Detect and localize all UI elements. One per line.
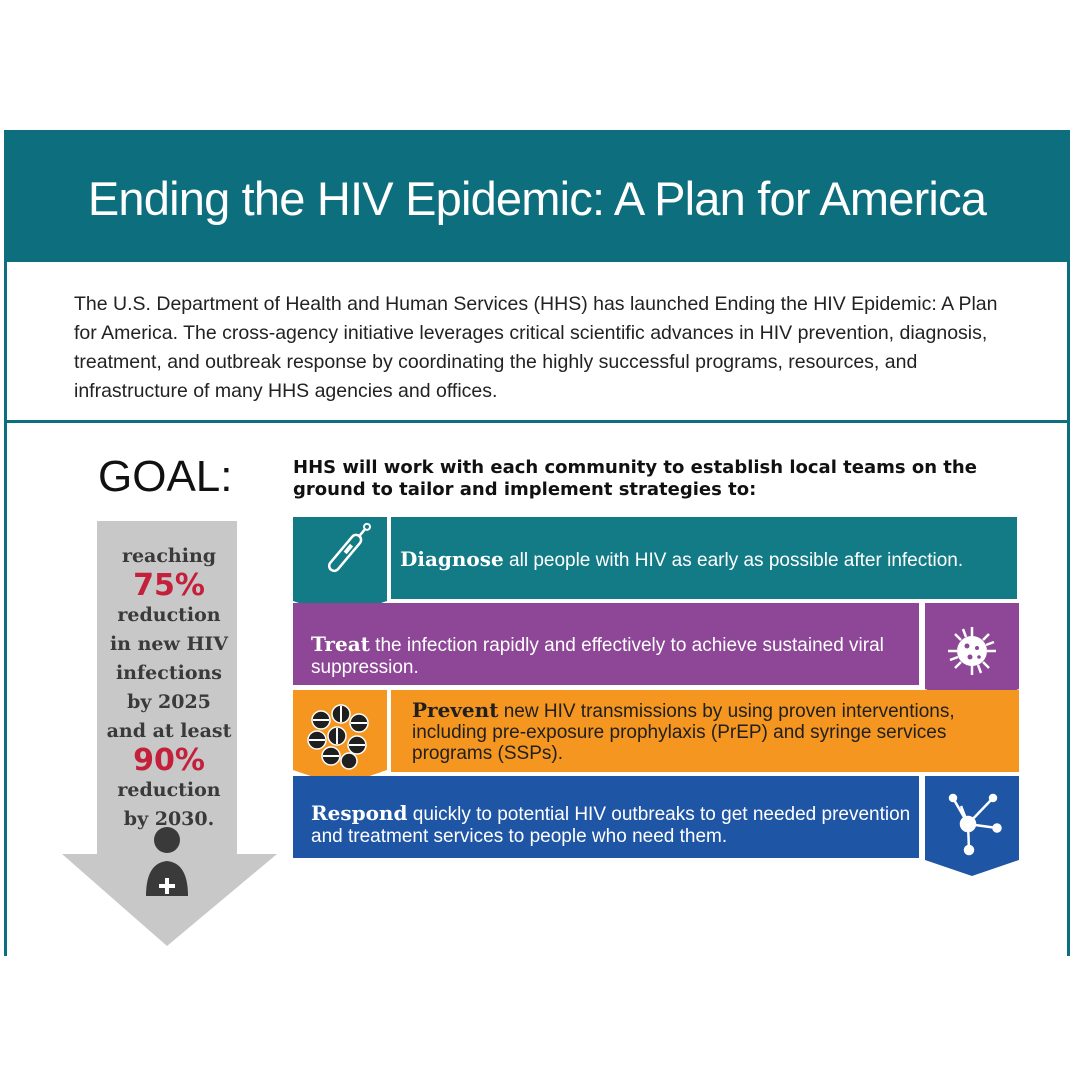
strategy-keyword: Respond xyxy=(311,801,408,825)
strategy-keyword: Treat xyxy=(311,632,370,656)
strategy-description: quickly to potential HIV outbreaks to get needed prevention and treatment services to people who need them. xyxy=(311,804,911,847)
strategy-description: new HIV transmissions by using proven interventions, including pre-exposure prophylaxis (PrEP) and syringe services programs (SSPs). xyxy=(412,701,955,764)
strategy-respond-text xyxy=(311,802,921,848)
strategy-keyword: Prevent xyxy=(412,698,499,722)
strategy-description: all people with HIV as early as possible after infection. xyxy=(503,550,964,571)
strategy-prevent-text xyxy=(412,700,972,764)
goal-heading: GOAL: xyxy=(98,452,233,501)
goal-line: reduction xyxy=(117,604,221,626)
goal-line: infections xyxy=(115,662,223,684)
strategy-keyword: Diagnose xyxy=(400,547,504,571)
strategy-heading: HHS will work with each community to establish local teams on the ground to tailor and implement strategies to: xyxy=(293,457,977,500)
goal-line: and at least xyxy=(106,720,232,742)
goal-line: by 2025 xyxy=(127,691,211,713)
goal-line: reaching xyxy=(121,545,217,567)
goal-line: reduction xyxy=(117,779,221,801)
goal-line: in new HIV xyxy=(109,633,229,655)
strategy-treat-text xyxy=(311,633,921,679)
goal-percent-2025: 75% xyxy=(133,568,205,603)
section-divider xyxy=(7,420,1067,423)
strategy-diagnose-text xyxy=(400,548,1020,572)
page-title: Ending the HIV Epidemic: A Plan for America xyxy=(87,172,987,225)
header-banner xyxy=(4,130,1070,262)
goal-line: by 2030. xyxy=(123,808,215,830)
strategy-description: the infection rapidly and effectively to achieve sustained viral suppression. xyxy=(311,635,884,678)
intro-paragraph: The U.S. Department of Health and Human Services (HHS) has launched Ending the HIV Epidemic: A Plan for America. The cross-agency initiative leverages critical scientific advances in HIV prevention, diagnosis, treatment, and outbreak response by coordinating the highly successful programs, resources, and infrastructure of many HHS agencies and offices. xyxy=(74,293,998,402)
goal-percent-2030: 90% xyxy=(133,743,205,778)
goal-description xyxy=(103,542,235,834)
virus-icon xyxy=(948,627,996,675)
